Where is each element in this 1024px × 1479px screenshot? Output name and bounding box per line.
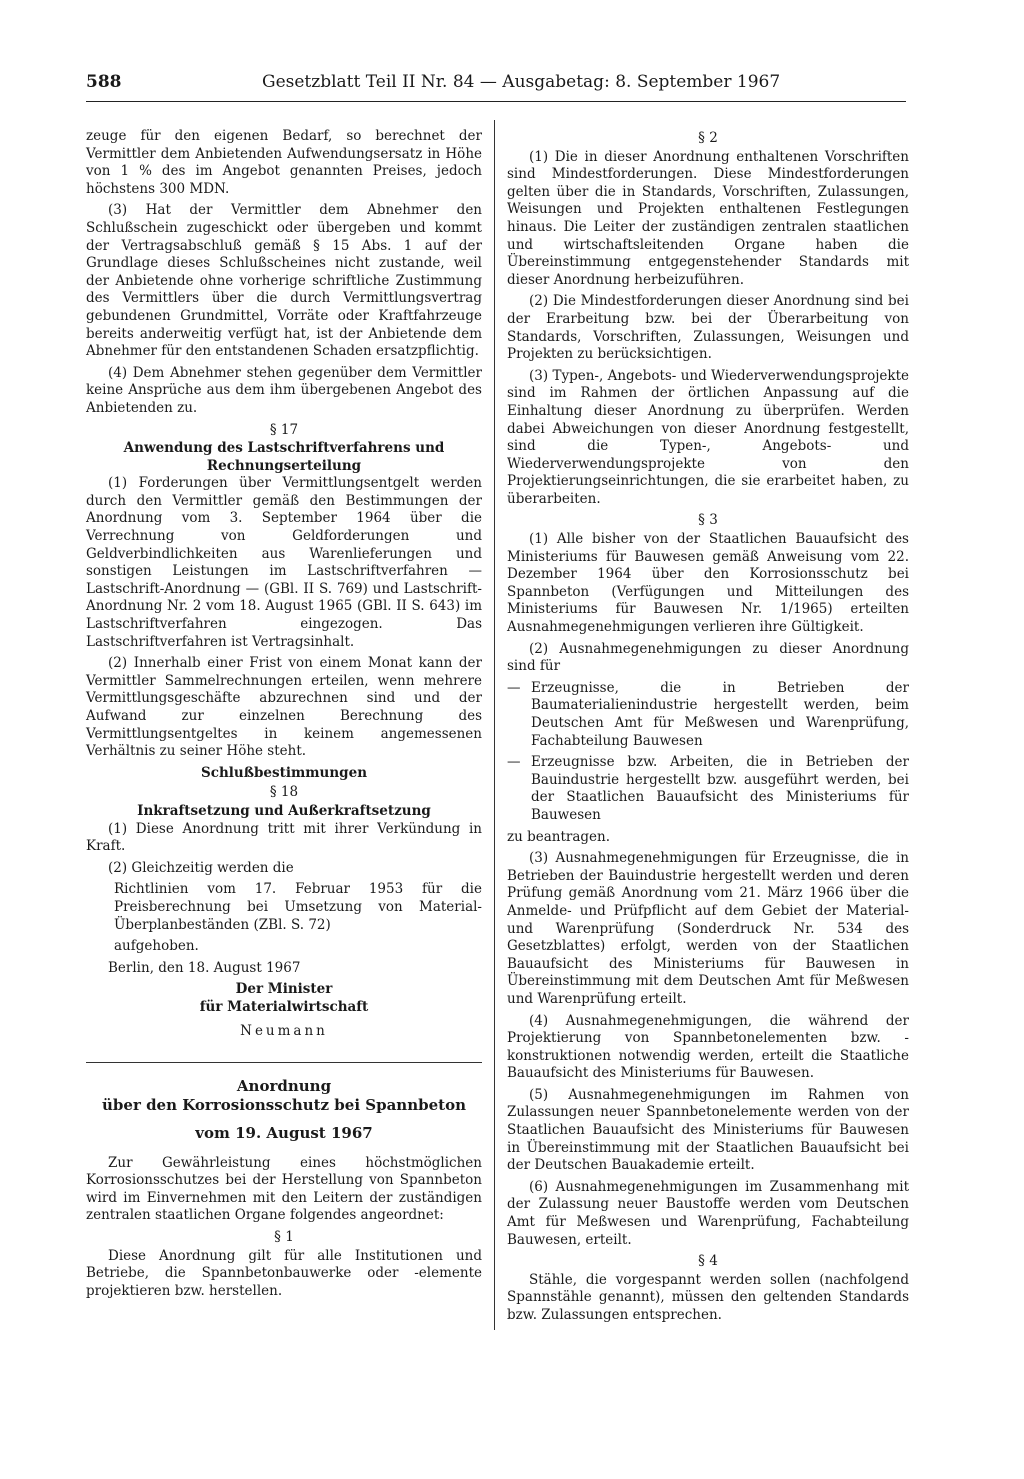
paragraph: (2) Die Mindestforderungen dieser Anordnung sind bei der Erarbeitung bzw. bei der Überarbeitung von Standards, Vorschriften, Zulassungen, Weisungen und Projekten zu berücksichtigen. bbox=[507, 293, 909, 363]
list-item bbox=[507, 680, 909, 750]
section-number: § 2 bbox=[698, 130, 718, 146]
ordinance-title: über den Korrosionsschutz bei Spannbeton bbox=[102, 1096, 466, 1115]
paragraph: (1) Alle bisher von der Staatlichen Bauaufsicht des Ministeriums für Bauwesen gemäß Anweisung vom 22. Dezember 1964 über den Korrosionsschutz bei Spannbeton (Verfügungen und Mitteilungen des Ministeriums für Bauwesen Nr. 1/1965) erteilten Ausnahmegenehmigungen verlieren ihre Gültigkeit. bbox=[507, 531, 909, 636]
section-number: § 4 bbox=[698, 1253, 718, 1270]
section-title: Rechnungserteilung bbox=[206, 457, 362, 474]
paragraph: (2) Innerhalb einer Frist von einem Monat kann der Vermittler Sammelrechnungen erteilen, wenn mehrere Vermittlungsgeschäfte abzurechnen sind und der Aufwand zur einzelnen Berechnung des Vermittlungsentgeltes in keinem angemessenen Verhältnis zu seiner Höhe steht. bbox=[86, 655, 482, 760]
place-date: Berlin, den 18. August 1967 bbox=[108, 959, 301, 976]
paragraph: (5) Ausnahmegenehmigungen im Rahmen von Zulassungen neuer Spannbetonelemente werden von der Staatlichen Bauaufsicht des Ministeriums für Bauwesen in Übereinstimmung mit der Staatlichen Bauaufsicht bei der Deutschen Bauakademie erteilt. bbox=[507, 1086, 909, 1174]
section-number: § 18 bbox=[269, 784, 299, 801]
signature-title: für Materialwirtschaft bbox=[199, 998, 369, 1015]
paragraph: Stähle, die vorgespannt werden sollen (nachfolgend Spannstähle genannt), müssen den geltenden Standards bzw. Zulassungen entsprechen. bbox=[507, 1271, 909, 1323]
chapter-heading: Schlußbestimmungen bbox=[200, 764, 368, 781]
column-divider bbox=[494, 120, 495, 1330]
page-header bbox=[86, 72, 892, 100]
signature-title: Der Minister bbox=[235, 981, 333, 998]
paragraph: (1) Forderungen über Vermittlungsentgelt werden durch den Vermittler gemäß den Bestimmungen der Anordnung vom 3. September 1964 über die Verrechnung von Geldforderungen und Geldverbindlichkeiten aus Warenlieferungen und sonstigen Leistungen im Lastschriftverfahren — Lastschrift-Anordnung — (GBl. II S. 769) und Lastschrift-Anordnung Nr. 2 vom 18. August 1965 (GBl. II S. 643) im Lastschriftverfahren eingezogen. Das Lastschriftverfahren ist Vertragsinhalt. bbox=[86, 475, 482, 650]
paragraph: (4) Dem Abnehmer stehen gegenüber dem Vermittler keine Ansprüche aus dem ihm übergebenen Angebot des Anbietenden zu. bbox=[86, 364, 482, 416]
ordinance-title: Anordnung bbox=[236, 1077, 332, 1096]
section-title: Inkraftsetzung und Außerkraftsetzung bbox=[137, 802, 431, 819]
ordinance-date: vom 19. August 1967 bbox=[195, 1124, 373, 1143]
paragraph: (4) Ausnahmegenehmigungen, die während der Projektierung von Spannbetonelementen bzw. -konstruktionen notwendig werden, erteilt die Staatliche Bauaufsicht des Ministeriums für Bauwesen. bbox=[507, 1012, 909, 1082]
signature-name: Neumann bbox=[240, 1022, 328, 1039]
paragraph: (3) Typen-, Angebots- und Wiederverwendungsprojekte sind im Rahmen der örtlichen Anpassung auf die Einhaltung dieser Anordnung zu überprüfen. Werden dabei Abweichungen von dieser Anordnung festgestellt, sind die Typen-, Angebots- und Wiederverwendungsprojekte von den Projektierungseinrichtungen, die sie erarbeitet haben, zu überarbeiten. bbox=[507, 367, 909, 507]
list-item bbox=[507, 754, 909, 824]
paragraph: (1) Diese Anordnung tritt mit ihrer Verkündung in Kraft. bbox=[86, 820, 482, 855]
paragraph: (6) Ausnahmegenehmigungen im Zusammenhang mit der Zulassung neuer Baustoffe werden vom Deutschen Amt für Meßwesen und Warenprüfung, Fachabteilung Bauwesen, erteilt. bbox=[507, 1178, 909, 1248]
paragraph: Diese Anordnung gilt für alle Institutionen und Betriebe, die Spannbetonbauwerke oder -elemente projektieren bzw. herstellen. bbox=[86, 1247, 482, 1299]
paragraph: zeuge für den eigenen Bedarf, so berechnet der Vermittler dem Anbietenden Aufwendungsersatz in Höhe von 1 % des im Angebot genannten Preises, jedoch höchstens 300 MDN. bbox=[86, 128, 482, 197]
paragraph: aufgehoben. bbox=[114, 938, 199, 955]
paragraph: (1) Die in dieser Anordnung enthaltenen Vorschriften sind Mindestforderungen. Diese Mindestforderungen gelten über die in Standards, Vorschriften, Zulassungen, Weisungen und Projekten enthaltenen Festlegungen hinaus. Die Leiter der zuständigen zentralen staatlichen und wirtschaftsleitenden Organe haben die Übereinstimmung entgegenstehender Standards mit dieser Anordnung herbeizuführen. bbox=[507, 148, 909, 288]
separator-rule bbox=[86, 1062, 482, 1063]
page-number: 588 bbox=[86, 72, 122, 92]
right-column bbox=[507, 128, 909, 1329]
preamble: Zur Gewährleistung eines höchstmöglichen Korrosionsschutzes bei der Herstellung von Spannbeton wird im Einvernehmen mit den Leitern der zuständigen zentralen staatlichen Organe folgendes angeordnet: bbox=[86, 1154, 482, 1224]
section-number: § 3 bbox=[698, 512, 718, 529]
running-title: Gesetzblatt Teil II Nr. 84 — Ausgabetag: 8. September 1967 bbox=[262, 72, 781, 92]
dash-marker: — bbox=[507, 754, 521, 771]
section-number: § 1 bbox=[274, 1229, 294, 1246]
list-item-text: Erzeugnisse bzw. Arbeiten, die in Betrieben der Bauindustrie hergestellt bzw. ausgeführt werden, bei der Staatlichen Bauaufsicht des Ministeriums für Bauwesen bbox=[531, 754, 909, 823]
left-column bbox=[86, 128, 482, 1304]
paragraph: (2) Ausnahmegenehmigungen zu dieser Anordnung sind für bbox=[507, 640, 909, 675]
section-number: § 17 bbox=[269, 421, 299, 438]
list-item-text: Erzeugnisse, die in Betrieben der Baumaterialienindustrie hergestellt werden, beim Deutschen Amt für Meßwesen und Warenprüfung, Fachabteilung Bauwesen bbox=[531, 679, 909, 749]
paragraph: zu beantragen. bbox=[507, 828, 611, 845]
paragraph: (2) Gleichzeitig werden die bbox=[108, 859, 294, 876]
paragraph: (3) Ausnahmegenehmigungen für Erzeugnisse, die in Betrieben der Bauindustrie hergestellt werden und deren Prüfung gemäß Anordnung vom 21. März 1966 über die Anmelde- und Prüfpflicht auf dem Gebiet der Material- und Warenprüfung (Sonderdruck Nr. 534 des Gesetzblattes) erfolgt, werden von der Staatlichen Bauaufsicht des Ministeriums für Bauwesen in Übereinstimmung mit dem Deutschen Amt für Meßwesen und Warenprüfung erteilt. bbox=[507, 850, 909, 1007]
section-title: Anwendung des Lastschriftverfahrens und bbox=[123, 440, 445, 457]
dash-marker: — bbox=[507, 679, 521, 696]
header-rule bbox=[86, 101, 906, 102]
paragraph: Richtlinien vom 17. Februar 1953 für die Preisberechnung bei Umsetzung von Material-Überplanbeständen (ZBl. S. 72) bbox=[114, 881, 482, 933]
paragraph: (3) Hat der Vermittler dem Abnehmer den Schlußschein zugeschickt oder übergeben und kommt der Vertragsabschluß gemäß § 15 Abs. 1 auf der Grundlage dieses Schlußscheines nicht zustande, weil der Anbietende ohne vorherige schriftliche Zustimmung des Vermittlers über die durch Vermittlungsvertrag gebundenen Grundmittel, Vorräte oder Kraftfahrzeuge bereits anderweitig verfügt hat, ist der Anbietende dem Abnehmer für den entstandenen Schaden ersatzpflichtig. bbox=[86, 202, 482, 360]
